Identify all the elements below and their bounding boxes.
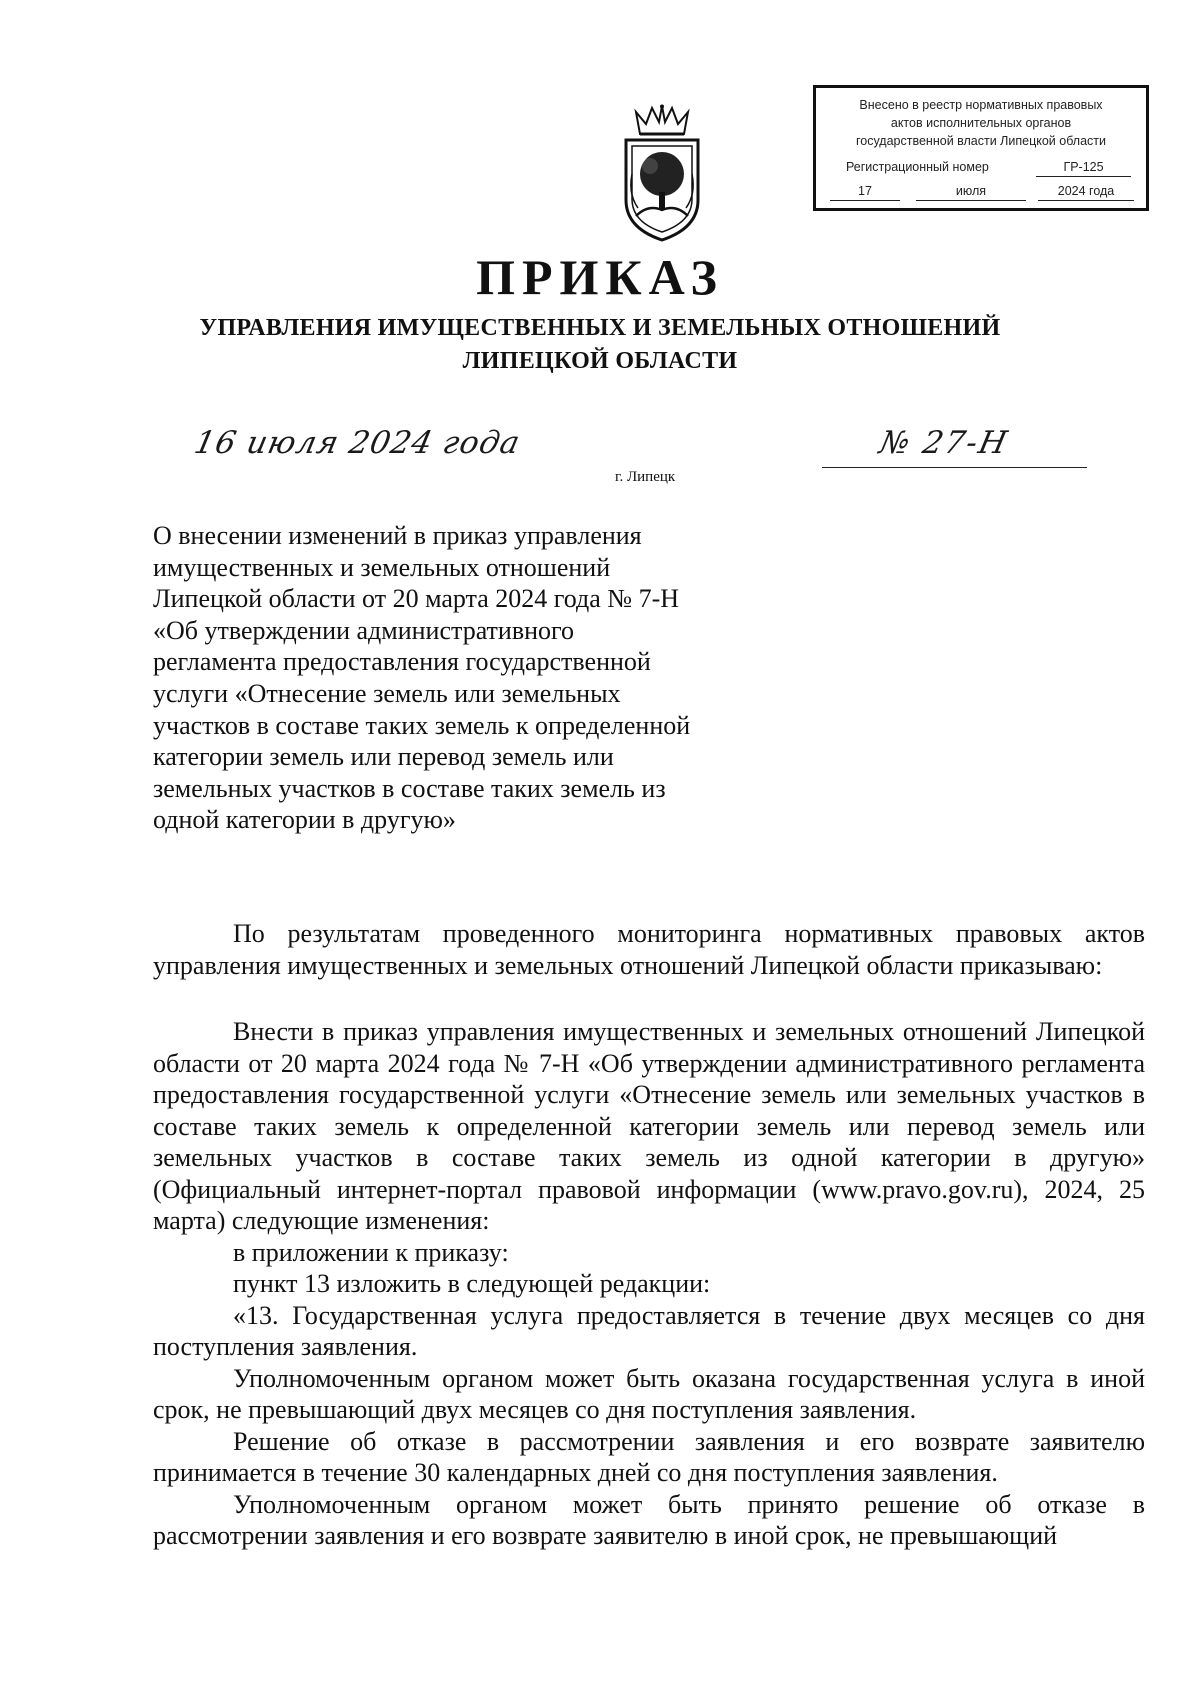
stamp-year: 2024 года xyxy=(1038,182,1134,201)
subject-line: имущественных и земельных отношений xyxy=(153,552,611,582)
registry-stamp xyxy=(813,85,1149,211)
subject-line: земельных участков в составе таких земель из xyxy=(153,773,666,803)
stamp-reg-number: ГР-125 xyxy=(1036,158,1131,177)
stamp-reg-label: Регистрационный номер xyxy=(846,160,989,174)
document-subject xyxy=(153,520,753,836)
subject-line: услуги «Отнесение земель или земельных xyxy=(153,678,621,708)
subject-line: О внесении изменений в приказ управления xyxy=(153,521,642,550)
stamp-registration-row xyxy=(816,158,1146,178)
handwritten-number: № 27-Н xyxy=(876,425,1012,461)
subject-line: Липецкой области от 20 марта 2024 года № 7-Н xyxy=(153,584,680,614)
issuing-organization xyxy=(0,312,1200,378)
body-paragraph-clause-13: «13. Государственная услуга предоставляется в течение двух месяцев со дня поступления заявления. xyxy=(153,1300,1145,1361)
stamp-date-row xyxy=(816,182,1146,202)
stamp-line-1: Внесено в реестр нормативных правовых xyxy=(859,98,1103,112)
body-paragraph-refusal: Решение об отказе в рассмотрении заявления и его возврате заявителю принимается в течение 30 календарных дней со дня поступления заявления. xyxy=(153,1426,1145,1487)
document-body xyxy=(153,918,1145,1552)
org-line-1: УПРАВЛЕНИЯ ИМУЩЕСТВЕННЫХ И ЗЕМЕЛЬНЫХ ОТНОШЕНИЙ xyxy=(199,315,1001,341)
stamp-day: 17 xyxy=(830,182,900,201)
city-label: г. Липецк xyxy=(615,469,676,485)
handwritten-date: 16 июля 2024 года xyxy=(191,425,524,461)
subject-line: «Об утверждении административного xyxy=(153,615,575,645)
body-paragraph-appendix: в приложении к приказу: xyxy=(233,1237,509,1267)
number-underline xyxy=(822,467,1087,468)
body-paragraph-monitoring: По результатам проведенного мониторинга нормативных правовых актов управления имущественных и земельных отношений Липецкой области приказываю: xyxy=(153,919,1145,980)
subject-line: категории земель или перевод земель или xyxy=(153,742,614,772)
stamp-line-3: государственной власти Липецкой области xyxy=(855,134,1107,148)
body-paragraph-refusal-term: Уполномоченным органом может быть принято решение об отказе в рассмотрении заявления и его возврате заявителю в иной срок, не превышающий xyxy=(153,1489,1145,1550)
subject-line: регламента предоставления государственной xyxy=(153,647,651,677)
stamp-line-2: актов исполнительных органов xyxy=(890,116,1072,130)
stamp-month: июля xyxy=(916,182,1026,201)
body-paragraph-other-term: Уполномоченным органом может быть оказана государственная услуга в иной срок, не превышающий двух месяцев со дня поступления заявления. xyxy=(153,1363,1145,1424)
body-paragraph-clause: пункт 13 изложить в следующей редакции: xyxy=(233,1269,711,1298)
document-title: ПРИКАЗ xyxy=(476,249,724,305)
subject-line: одной категории в другую» xyxy=(153,805,456,835)
subject-line: участков в составе таких земель к определенной xyxy=(153,710,691,740)
lipetsk-coat-of-arms-icon xyxy=(612,104,712,244)
body-paragraph-amendment: Внести в приказ управления имущественных и земельных отношений Липецкой области от 20 марта 2024 года № 7-Н «Об утверждении административного регламента предоставления государственной услуги «Отнесение земель или земельных участков в составе таких земель к определенной категории земель или перевод земель или земельных участков в составе таких земель из одной категории в другую» (Официальный интернет-портал правовой информации (www.pravo.gov.ru), 2024, 25 марта) следующие изменения: xyxy=(153,1017,1145,1235)
org-line-2: ЛИПЕЦКОЙ ОБЛАСТИ xyxy=(462,348,738,374)
